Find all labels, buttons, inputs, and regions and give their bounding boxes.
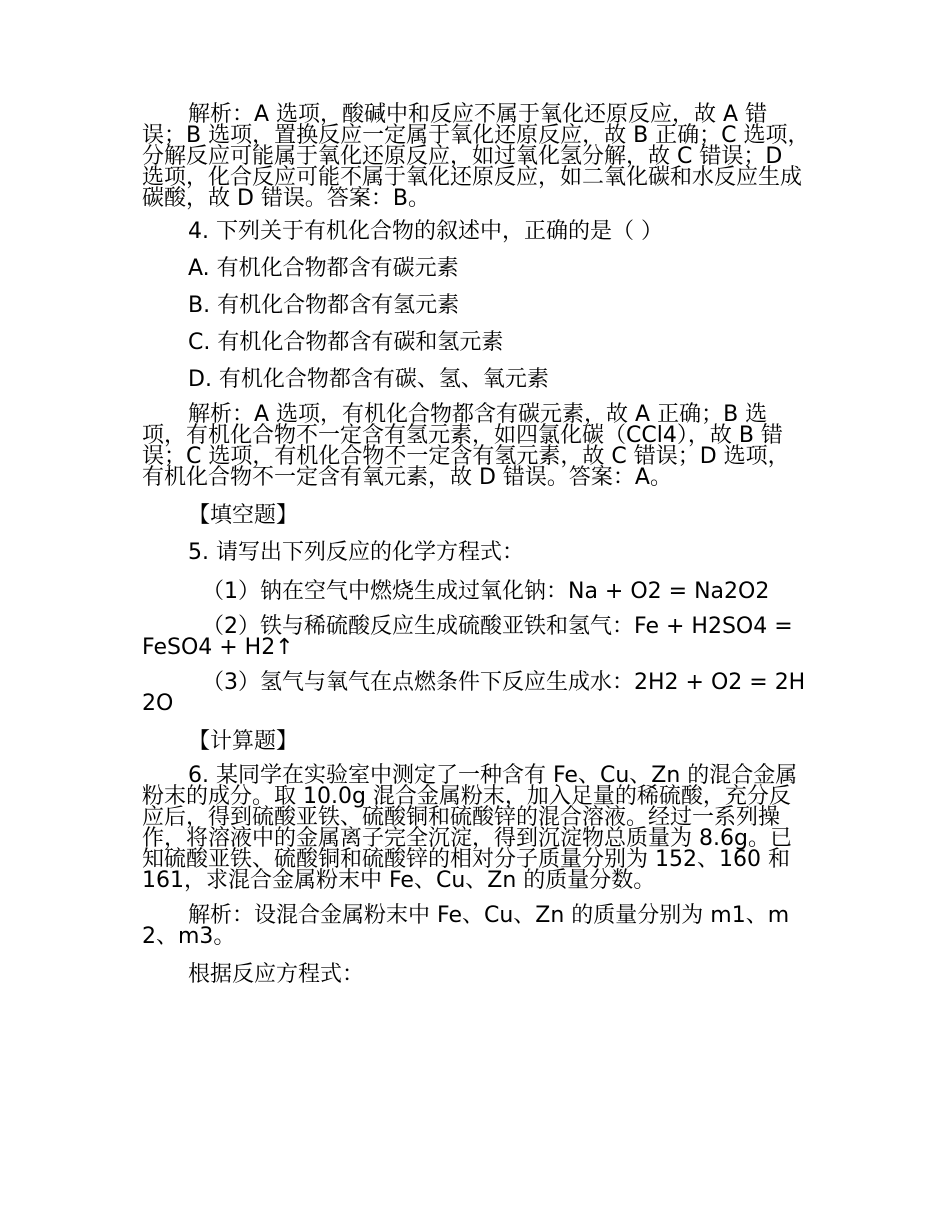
question-5-stem: 5. 请写出下列反应的化学方程式：	[188, 540, 524, 565]
option-c: C. 有机化合物都含有碳和氢元素	[188, 330, 504, 355]
section-heading-calculation: 【计算题】	[188, 729, 299, 754]
analysis-paragraph-q4: 解析：A 选项，有机化合物都含有碳元素，故 A 正确；B 选项，有机化合物不一定含有氢元素，如四氯化碳（CCl4），故 B 错误；C 选项，有机化合物不一定含有氢元素，故 C 错误；D 选项，有机化合物不一定含有氧元素，故 D 错误。答案：A。	[142, 402, 790, 490]
option-b: B. 有机化合物都含有氢元素	[188, 293, 460, 318]
analysis-paragraph-q3: 解析：A 选项，酸碱中和反应不属于氧化还原反应，故 A 错误；B 选项，置换反应一定属于氧化还原反应，故 B 正确；C 选项，分解反应可能属于氧化还原反应，如过氧化氢分解，故 C 错误；D 选项，化合反应可能不属于氧化还原反应，如二氧化碳和水反应生成碳酸，故 D 错误。答案：B。	[142, 102, 810, 211]
equation-3: （3）氢气与氧气在点燃条件下反应生成水：2H2 + O2 = 2H2O	[142, 670, 806, 716]
question-6-stem: 6. 某同学在实验室中测定了一种含有 Fe、Cu、Zn 的混合金属粉末的成分。取 10.0g 混合金属粉末，加入足量的稀硫酸，充分反应后，得到硫酸亚铁、硫酸铜和硫酸锌的混合溶液。经过一系列操作，将溶液中的金属离子完全沉淀，得到沉淀物总质量为 8.6g。已知硫酸亚铁、硫酸铜和硫酸锌的相对分子质量分别为 152、160 和 161，求混合金属粉末中 Fe、Cu、Zn 的质量分数。	[142, 763, 798, 893]
document-body	[142, 104, 810, 989]
question-4-stem: 4. 下列关于有机化合物的叙述中，正确的是（ ）	[188, 219, 663, 244]
equation-1: （1）钠在空气中燃烧生成过氧化钠：Na + O2 = Na2O2	[202, 579, 770, 604]
option-d: D. 有机化合物都含有碳、氢、氧元素	[188, 367, 549, 392]
reaction-equation-intro: 根据反应方程式：	[188, 962, 365, 987]
option-a: A. 有机化合物都含有碳元素	[188, 256, 459, 281]
analysis-paragraph-q6: 解析：设混合金属粉末中 Fe、Cu、Zn 的质量分别为 m1、m2、m3。	[142, 903, 790, 949]
section-heading-fill-in: 【填空题】	[188, 503, 299, 528]
equation-2: （2）铁与稀硫酸反应生成硫酸亚铁和氢气：Fe + H2SO4 = FeSO4 + H2↑	[142, 614, 793, 660]
